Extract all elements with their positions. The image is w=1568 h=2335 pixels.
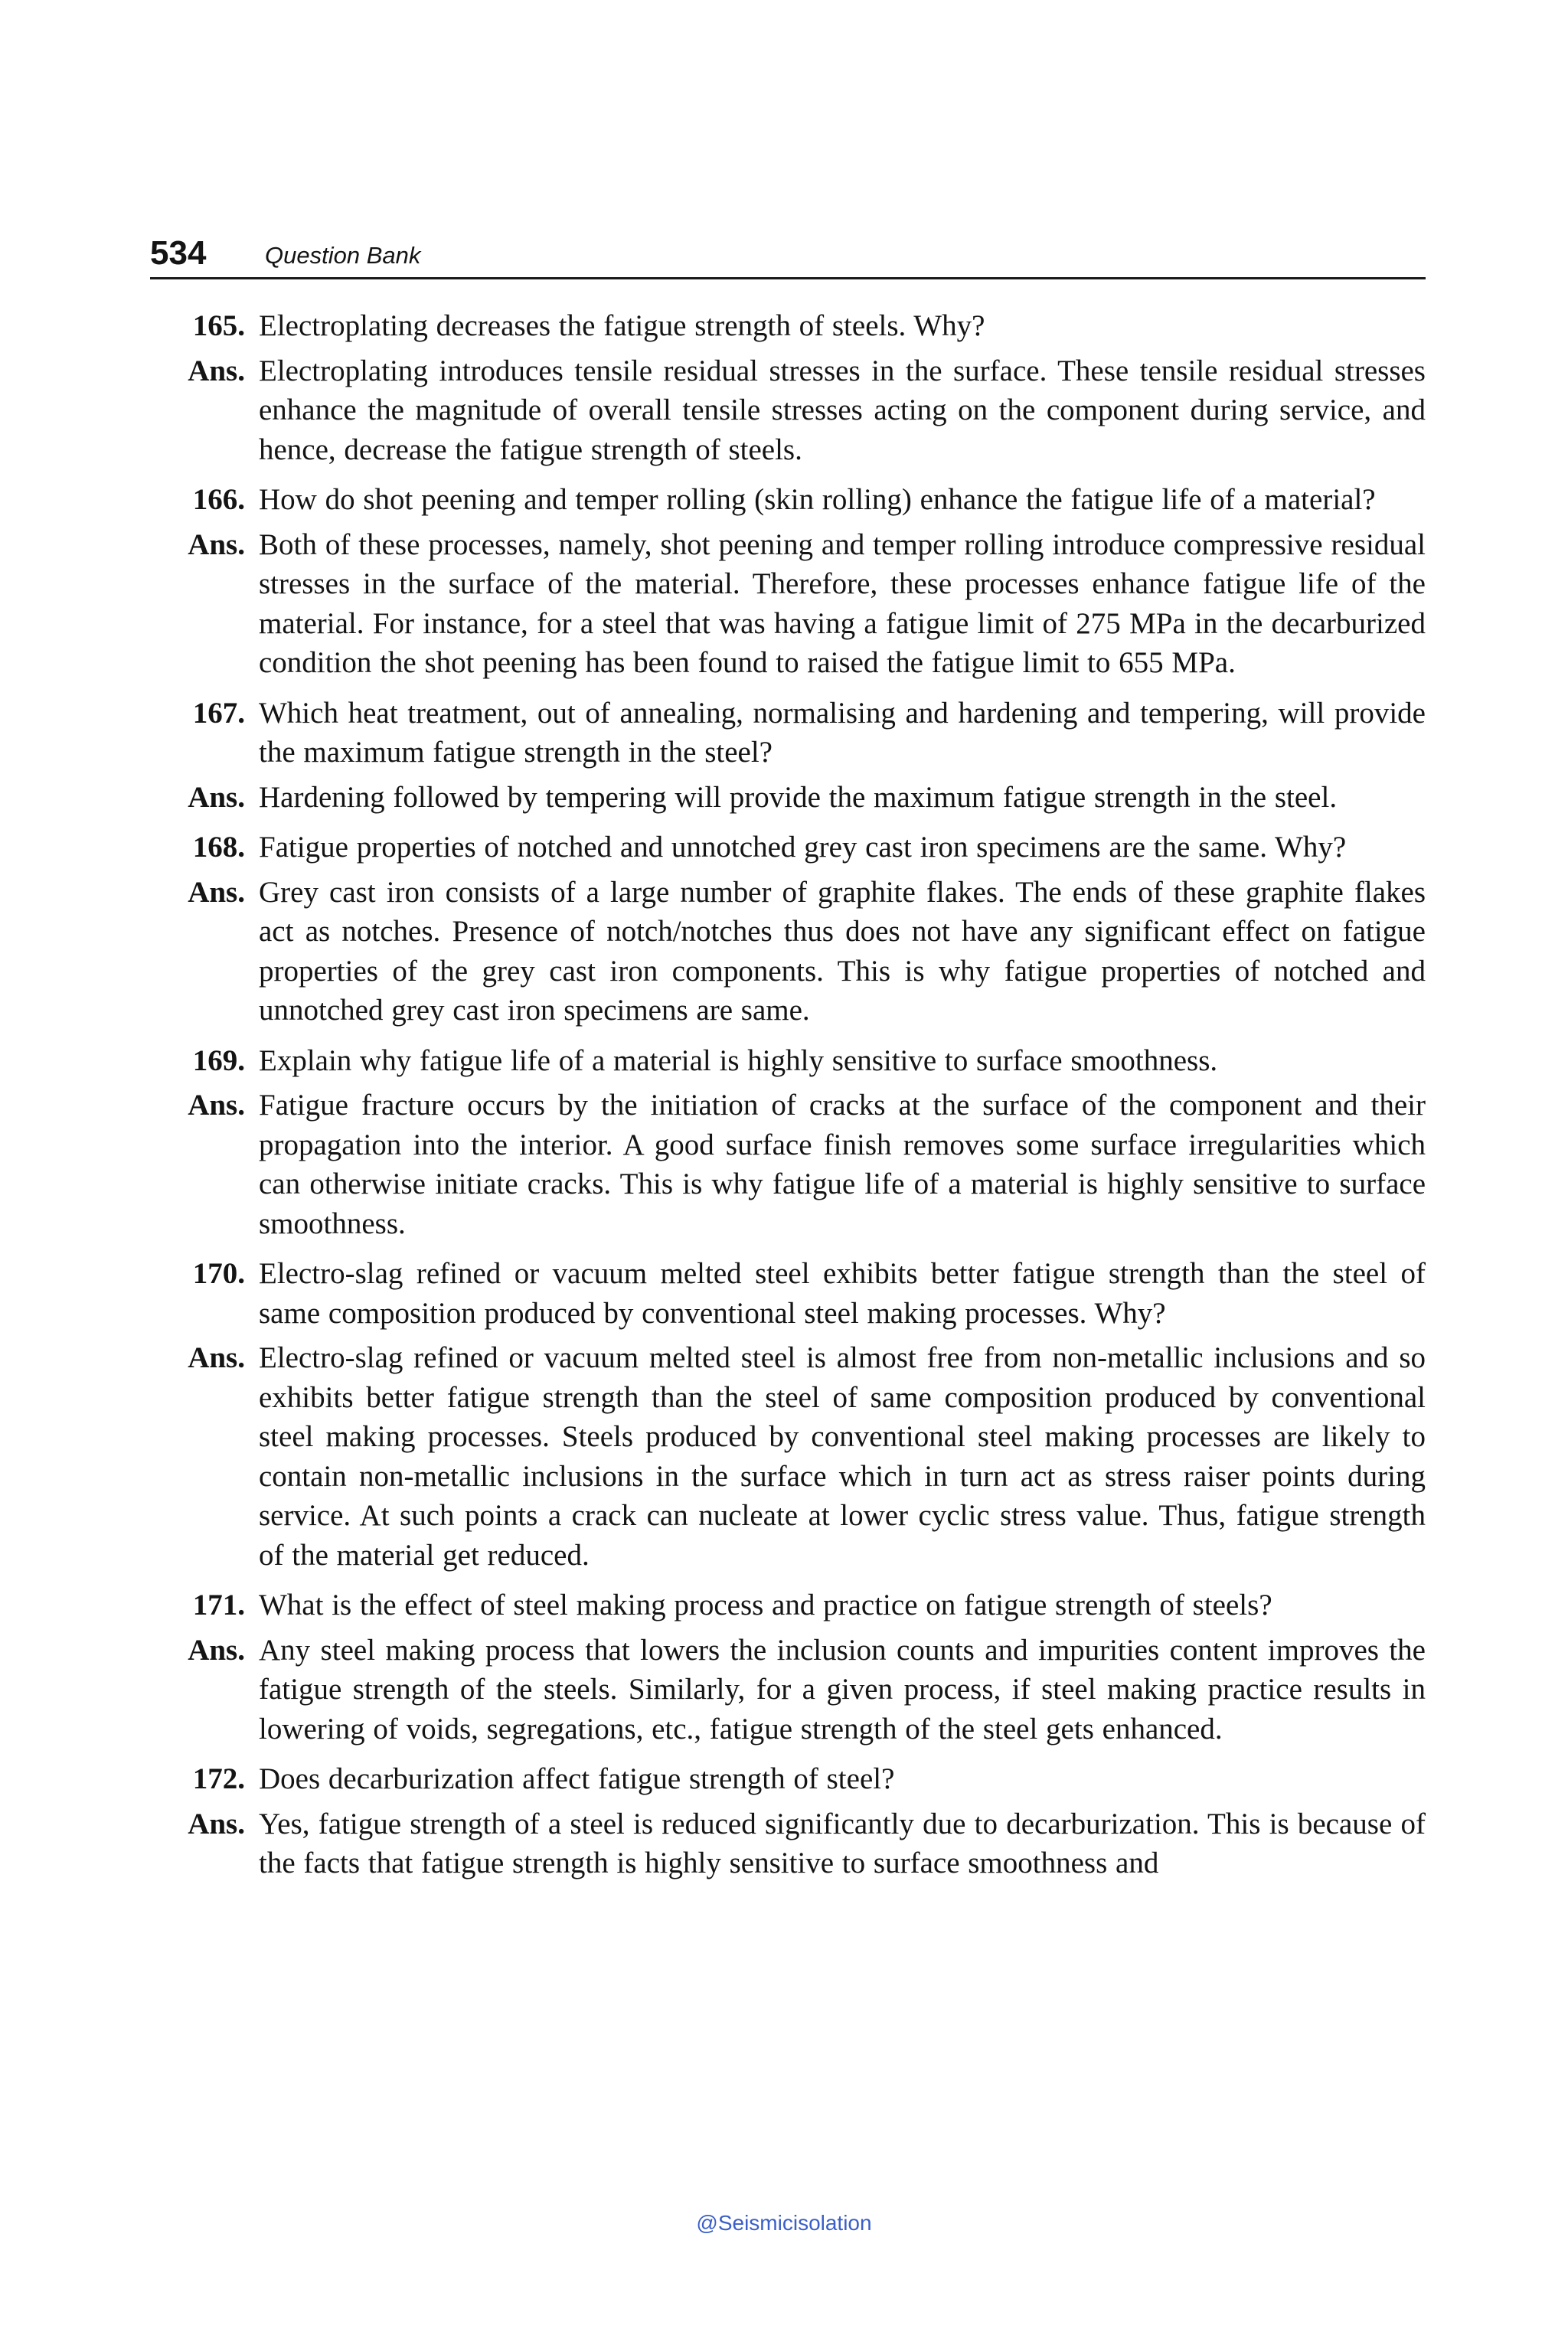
answer-row: [150, 1338, 1426, 1575]
question-number: 165.: [192, 309, 245, 342]
answer-label: Ans.: [188, 875, 245, 909]
question-row: [150, 1254, 1426, 1333]
qa-item-167: [150, 694, 1426, 818]
question-row: [150, 1586, 1426, 1625]
answer-label: Ans.: [188, 354, 245, 387]
question-text: Fatigue properties of notched and unnotched grey cast iron specimens are the same. Why?: [259, 831, 1347, 864]
answer-row: [150, 873, 1426, 1030]
answer-row: [150, 778, 1426, 818]
answer-text: Fatigue fracture occurs by the initiation of cracks at the surface of the component and their propagation into the interior. A good surface finish removes some surface irregularities which can otherwise initiate cracks. This is why fatigue life of a material is highly sensitive to surface smoothness.: [259, 1089, 1426, 1240]
answer-row: [150, 351, 1426, 470]
running-head: Question Bank: [265, 242, 421, 269]
page-number: 534: [150, 234, 207, 272]
answer-text: Hardening followed by tempering will provide the maximum fatigue strength in the steel.: [259, 780, 1338, 814]
question-bank-content: [150, 306, 1426, 1894]
question-row: [150, 694, 1426, 772]
answer-text: Yes, fatigue strength of a steel is reduced significantly due to decarburization. This is because of the facts that fatigue strength is highly sensitive to surface smoothness and: [259, 1807, 1426, 1879]
answer-row: [150, 525, 1426, 683]
answer-label: Ans.: [188, 1807, 245, 1840]
qa-item-166: [150, 480, 1426, 683]
question-number: 172.: [192, 1762, 245, 1795]
question-number: 166.: [192, 483, 245, 516]
question-row: [150, 480, 1426, 520]
answer-row: [150, 1086, 1426, 1243]
answer-text: Any steel making process that lowers the inclusion counts and impurities content improves the fatigue strength of the steels. Similarly, for a given process, if steel making practice results in lowering of voids, segregations, etc., fatigue strength of the steel gets enhanced.: [259, 1633, 1426, 1746]
qa-item-172: [150, 1759, 1426, 1883]
question-text: Does decarburization affect fatigue strength of steel?: [259, 1762, 895, 1795]
question-text: Electroplating decreases the fatigue strength of steels. Why?: [259, 309, 985, 342]
qa-item-171: [150, 1586, 1426, 1749]
answer-text: Electro-slag refined or vacuum melted steel is almost free from non-metallic inclusions and so exhibits better fatigue strength than the steel of same composition produced by conventional steel making processes. Steels produced by conventional steel making processes are likely to contain non-metallic inclusions in the surface which in turn act as stress raiser points during service. At such points a crack can nucleate at lower cyclic stress value. Thus, fatigue strength of the material get reduced.: [259, 1341, 1426, 1572]
watermark: @Seismicisolation: [696, 2211, 872, 2235]
answer-text: Electroplating introduces tensile residual stresses in the surface. These tensile residual stresses enhance the magnitude of overall tensile stresses acting on the component during service, and hence, decrease the fatigue strength of steels.: [259, 354, 1426, 466]
question-number: 168.: [192, 831, 245, 864]
question-number: 170.: [192, 1257, 245, 1290]
answer-label: Ans.: [188, 527, 245, 561]
question-row: [150, 306, 1426, 346]
answer-row: [150, 1804, 1426, 1883]
question-text: Explain why fatigue life of a material is highly sensitive to surface smoothness.: [259, 1043, 1218, 1077]
question-text: How do shot peening and temper rolling (skin rolling) enhance the fatigue life of a material?: [259, 483, 1376, 516]
question-number: 167.: [192, 696, 245, 730]
answer-label: Ans.: [188, 780, 245, 814]
page-header: [150, 230, 1426, 279]
question-text: Which heat treatment, out of annealing, normalising and hardening and tempering, will provide the maximum fatigue strength in the steel?: [259, 696, 1426, 769]
question-row: [150, 1759, 1426, 1799]
qa-item-170: [150, 1254, 1426, 1575]
question-row: [150, 1041, 1426, 1081]
question-row: [150, 828, 1426, 867]
question-text: Electro-slag refined or vacuum melted steel exhibits better fatigue strength than the steel of same composition produced by conventional steel making processes. Why?: [259, 1257, 1426, 1330]
answer-text: Both of these processes, namely, shot peening and temper rolling introduce compressive residual stresses in the surface of the material. Therefore, these processes enhance fatigue life of the material. For instance, for a steel that was having a fatigue limit of 275 MPa in the decarburized condition the shot peening has been found to raised the fatigue limit to 655 MPa.: [259, 527, 1426, 679]
question-text: What is the effect of steel making process and practice on fatigue strength of steels?: [259, 1589, 1272, 1621]
qa-item-169: [150, 1041, 1426, 1244]
answer-label: Ans.: [188, 1633, 245, 1667]
question-number: 169.: [192, 1043, 245, 1077]
qa-item-165: [150, 306, 1426, 469]
answer-text: Grey cast iron consists of a large number of graphite flakes. The ends of these graphite flakes act as notches. Presence of notch/notches thus does not have any significant effect on fatigue properties of the grey cast iron components. This is why fatigue properties of notched and unnotched grey cast iron specimens are same.: [259, 875, 1426, 1027]
qa-item-168: [150, 828, 1426, 1030]
answer-label: Ans.: [188, 1089, 245, 1122]
answer-row: [150, 1631, 1426, 1749]
question-number: 171.: [192, 1589, 245, 1621]
answer-label: Ans.: [188, 1341, 245, 1374]
